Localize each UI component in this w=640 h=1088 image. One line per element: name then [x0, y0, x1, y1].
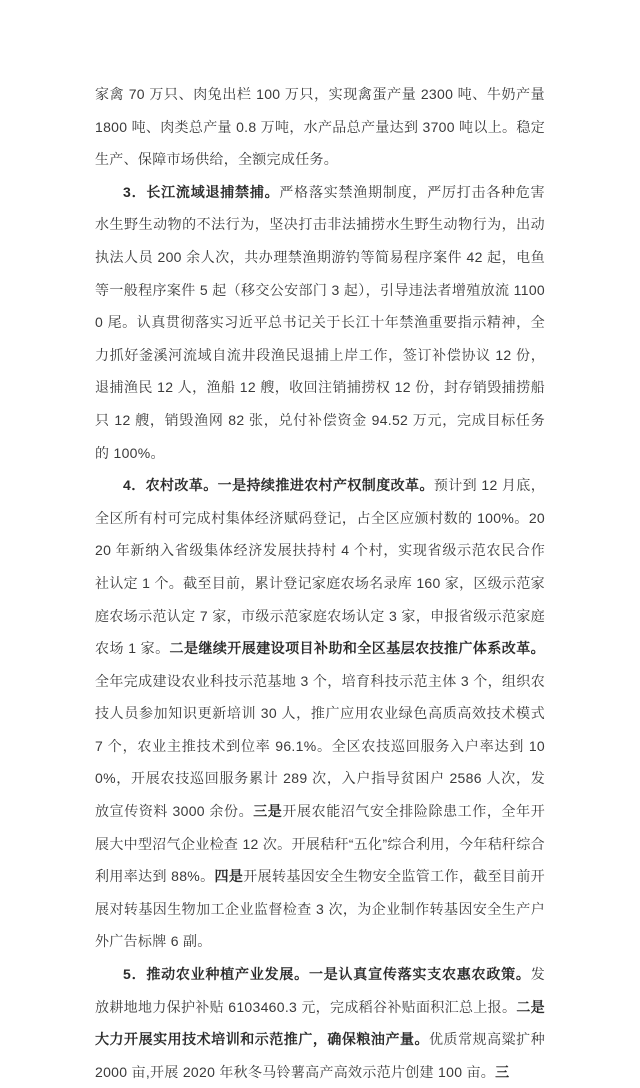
text-run: 4．农村改革。一是持续推进农村产权制度改革。 [123, 477, 434, 494]
text-run: 5．推动农业种植产业发展。一是认真宣传落实支农惠农政策。 [123, 966, 531, 983]
text-run: 严格落实禁渔期制度，严厉打击各种危害水生野生动物的不法行为，坚决打击非法捕捞水生野生动物行为，出动执法人员 200 余人次，共办理禁渔期游钓等简易程序案件 42 起，电鱼等一般程序案件 5 起（移交公安部门 3 起），引导违法者增殖放流 11000 尾。认真贯彻落实习近平总书记关于长江十年禁渔重要指示精神，全力抓好釜溪河流域自流井段渔民退捕上岸工作，签订补偿协议 12 份，退捕渔民 12 人，渔船 12 艘，收回注销捕捞权 12 份，封存销毁捕捞船只 12 艘，销毁渔网 82 张，兑付补偿资金 94.52 万元，完成目标任务的 100%。 [95, 183, 545, 461]
text-run: 二是大力开展实用技术培训和示范推广，确保粮油产量。 [95, 998, 545, 1048]
text-run: 二是继续开展建设项目补助和全区基层农技推广体系改革。 [169, 640, 545, 657]
paragraph [95, 176, 545, 469]
document-body [95, 78, 545, 1088]
text-run: 三是 [253, 803, 283, 820]
text-run: 全年完成建设农业科技示范基地 3 个，培育科技示范主体 3 个，组织农技人员参加知识更新培训 30 人，推广应用农业绿色高质高效技术模式 7 个，农业主推技术到位率 96.1%。全区农技巡回服务入户率达到 100%，开展农技巡回服务累计 289 次，入户指导贫困户 2586 人次，发放宣传资料 3000 余份。 [95, 672, 545, 820]
text-run: 家禽 70 万只、肉兔出栏 100 万只，实现禽蛋产量 2300 吨、牛奶产量 1800 吨、肉类总产量 0.8 万吨，水产品总产量达到 3700 吨以上。稳定生产、保障市场供给，全额完成任务。 [95, 86, 545, 168]
text-run: 开展转基因安全生物安全监管工作，截至目前开展对转基因生物加工企业监督检查 3 次，为企业制作转基因安全生产户外广告标牌 6 副。 [95, 868, 545, 950]
text-run: 开展农能沼气安全排险除患工作，全年开展大中型沼气企业检查 12 次。开展秸秆“五化”综合利用，今年秸秆综合利用率达到 88%。 [95, 803, 545, 885]
paragraph [95, 78, 545, 176]
text-run: 优质常规高粱扩种 2000 亩,开展 2020 年秋冬马铃薯高产高效示范片创建 100 亩。 [95, 1031, 545, 1080]
paragraph [95, 469, 545, 958]
text-run: 发放耕地地力保护补贴 6103460.3 元，完成稻谷补贴面积汇总上报。 [95, 966, 545, 1015]
text-run: 三 [495, 1063, 510, 1080]
text-run: 3．长江流域退捕禁捕。 [123, 183, 280, 200]
text-run: 四是 [214, 868, 244, 885]
text-run: 预计到 12 月底，全区所有村可完成村集体经济赋码登记，占全区应颁村数的 100%。2020 年新纳入省级集体经济发展扶持村 4 个村，实现省级示范农民合作社认定 1 个。截至目前，累计登记家庭农场名录库 160 家，区级示范家庭农场示范认定 7 家，市级示范家庭农场认定 3 家，申报省级示范家庭农场 1 家。 [95, 477, 545, 657]
paragraph [95, 958, 545, 1088]
